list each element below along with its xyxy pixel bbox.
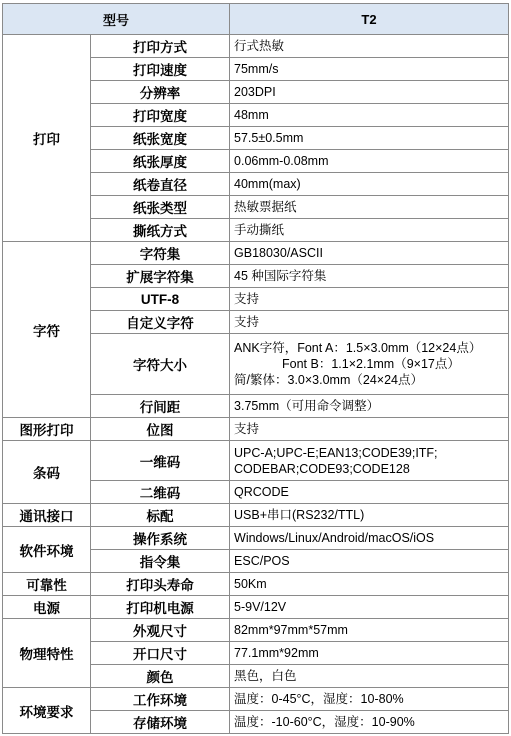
spec-value (230, 481, 509, 504)
spec-value (230, 504, 509, 527)
spec-value-line: 5-9V/12V (234, 600, 287, 614)
spec-value-line: 45 种国际字符集 (234, 269, 327, 283)
spec-key: 打印方式 (91, 35, 230, 58)
table-row (3, 242, 509, 265)
spec-key: 操作系统 (91, 527, 230, 550)
spec-value-line: 热敏票据纸 (234, 200, 297, 214)
model-label: 型号 (3, 4, 230, 35)
category-cell: 物理特性 (3, 619, 91, 688)
category-cell: 可靠性 (3, 573, 91, 596)
spec-key: 开口尺寸 (91, 642, 230, 665)
spec-key: 扩展字符集 (91, 265, 230, 288)
spec-value-line: 0.06mm-0.08mm (234, 154, 329, 168)
spec-value (230, 334, 509, 395)
spec-key: 打印头寿命 (91, 573, 230, 596)
spec-value-line: 75mm/s (234, 62, 279, 76)
category-cell: 图形打印 (3, 418, 91, 441)
table-row (3, 35, 509, 58)
spec-value-line: 203DPI (234, 85, 276, 99)
spec-value-line: CODEBAR;CODE93;CODE128 (234, 461, 410, 476)
spec-value-line: QRCODE (234, 485, 289, 499)
spec-value (230, 196, 509, 219)
spec-value-line: 57.5±0.5mm (234, 131, 304, 145)
spec-value (230, 441, 509, 481)
category-cell: 打印 (3, 35, 91, 242)
spec-key: 字符大小 (91, 334, 230, 395)
category-cell: 环境要求 (3, 688, 91, 734)
table-row (3, 596, 509, 619)
spec-key: 颜色 (91, 665, 230, 688)
table-row (3, 573, 509, 596)
spec-key: 撕纸方式 (91, 219, 230, 242)
spec-table (2, 3, 509, 734)
spec-value (230, 265, 509, 288)
spec-value-line: 支持 (234, 422, 260, 436)
spec-value-line: GB18030/ASCII (234, 246, 323, 260)
spec-key: 存储环境 (91, 711, 230, 734)
category-cell: 通讯接口 (3, 504, 91, 527)
spec-key: 自定义字符 (91, 311, 230, 334)
spec-value (230, 219, 509, 242)
spec-key: 外观尺寸 (91, 619, 230, 642)
spec-key: 纸张宽度 (91, 127, 230, 150)
spec-value-line: 82mm*97mm*57mm (234, 623, 348, 637)
spec-key: 纸张厚度 (91, 150, 230, 173)
spec-value-line: 温度：-10-60°C，湿度：10-90% (234, 715, 415, 729)
spec-value-line: ANK字符，Font A：1.5×3.0mm（12×24点） (234, 341, 482, 355)
spec-key: 行间距 (91, 395, 230, 418)
spec-key: 标配 (91, 504, 230, 527)
spec-key: 分辨率 (91, 81, 230, 104)
table-row (3, 619, 509, 642)
spec-value-line: 支持 (234, 315, 260, 329)
spec-key: 字符集 (91, 242, 230, 265)
spec-value (230, 150, 509, 173)
spec-value-line: Font B：1.1×2.1mm（9×17点） (282, 357, 460, 371)
category-cell: 电源 (3, 596, 91, 619)
table-row (3, 688, 509, 711)
spec-value-line: 温度：0-45°C，湿度：10-80% (234, 692, 404, 706)
spec-key: 二维码 (91, 481, 230, 504)
spec-value-line: USB+串口(RS232/TTL) (234, 508, 365, 522)
spec-value (230, 665, 509, 688)
spec-value-line: 手动撕纸 (234, 223, 285, 237)
spec-value (230, 35, 509, 58)
table-row (3, 441, 509, 481)
spec-value (230, 104, 509, 127)
spec-value (230, 395, 509, 418)
spec-value (230, 311, 509, 334)
spec-key: 位图 (91, 418, 230, 441)
spec-value-line: 黑色，白色 (234, 669, 297, 683)
spec-value-line: 48mm (234, 108, 269, 122)
spec-key: 打印机电源 (91, 596, 230, 619)
spec-value-line: UPC-A;UPC-E;EAN13;CODE39;ITF; (234, 445, 438, 460)
spec-value (230, 642, 509, 665)
spec-key: 打印宽度 (91, 104, 230, 127)
spec-value (230, 596, 509, 619)
spec-key: 纸卷直径 (91, 173, 230, 196)
spec-value-line: 77.1mm*92mm (234, 646, 319, 660)
spec-value (230, 173, 509, 196)
spec-value (230, 288, 509, 311)
spec-value-line: Windows/Linux/Android/macOS/iOS (234, 531, 435, 545)
spec-value (230, 242, 509, 265)
spec-key: 一维码 (91, 441, 230, 481)
spec-key: 指令集 (91, 550, 230, 573)
spec-value (230, 550, 509, 573)
spec-value-line: 简/繁体：3.0×3.0mm（24×24点） (234, 373, 423, 387)
spec-key: UTF-8 (91, 288, 230, 311)
spec-body (3, 35, 509, 734)
spec-value (230, 688, 509, 711)
spec-value (230, 58, 509, 81)
spec-value-line: 40mm(max) (234, 177, 301, 191)
spec-value (230, 711, 509, 734)
spec-value (230, 573, 509, 596)
spec-value-line: ESC/POS (234, 554, 290, 568)
spec-value (230, 527, 509, 550)
spec-sheet (2, 3, 509, 734)
model-value: T2 (230, 4, 509, 35)
table-row (3, 504, 509, 527)
spec-value-line: 行式热敏 (234, 39, 285, 53)
category-cell: 字符 (3, 242, 91, 418)
spec-key: 打印速度 (91, 58, 230, 81)
spec-key: 工作环境 (91, 688, 230, 711)
spec-value-line: 3.75mm（可用命令调整） (234, 399, 380, 413)
table-row (3, 418, 509, 441)
spec-key: 纸张类型 (91, 196, 230, 219)
header-row (3, 4, 509, 35)
spec-value (230, 81, 509, 104)
spec-value (230, 418, 509, 441)
spec-value (230, 127, 509, 150)
category-cell: 条码 (3, 441, 91, 504)
spec-value (230, 619, 509, 642)
spec-value-line: 50Km (234, 577, 267, 591)
category-cell: 软件环境 (3, 527, 91, 573)
spec-value-line: 支持 (234, 292, 260, 306)
table-row (3, 527, 509, 550)
